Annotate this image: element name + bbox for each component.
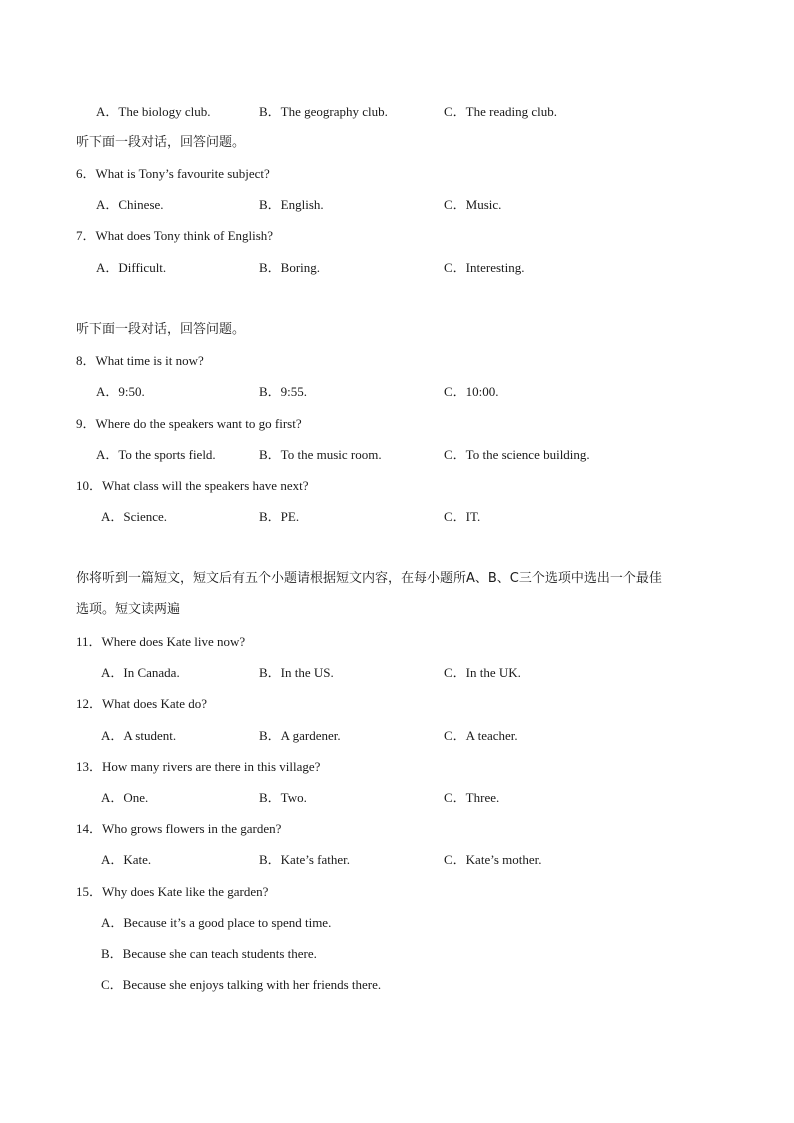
question-14: 14．Who grows flowers in the garden? [76,821,282,836]
q7-option-b: B．Boring. [259,260,321,275]
q11-option-b: B．In the US. [259,665,334,680]
question-6: 6．What is Tony’s favourite subject? [76,166,270,181]
q6-option-c: C．Music. [444,197,502,212]
q12-option-a: A．A student. [101,728,177,743]
q10-option-b: B．PE. [259,509,300,524]
q15-option-b: B．Because she can teach students there. [101,946,317,961]
q14-option-a: A．Kate. [101,852,152,867]
q5-option-a: A．The biology club. [96,104,211,119]
q12-option-c: C．A teacher. [444,728,518,743]
question-13: 13．How many rivers are there in this village? [76,759,321,774]
q10-option-c: C．IT. [444,509,481,524]
q13-option-a: A．One. [101,790,149,805]
section-instruction-passage-line-1: 你将听到一篇短文，短文后有五个小题请根据短文内容，在每小题所A、B、C三个选项中选出一个最佳 [76,571,662,586]
q9-option-b: B．To the music room. [259,447,382,462]
question-15: 15．Why does Kate like the garden? [76,884,269,899]
q14-option-c: C．Kate’s mother. [444,852,542,867]
question-9: 9．Where do the speakers want to go first? [76,416,302,431]
q5-option-c: C．The reading club. [444,104,557,119]
q13-option-c: C．Three. [444,790,500,805]
question-10: 10．What class will the speakers have next? [76,478,309,493]
q10-option-a: A．Science. [101,509,168,524]
q11-option-c: C．In the UK. [444,665,521,680]
q6-option-b: B．English. [259,197,324,212]
q13-option-b: B．Two. [259,790,307,805]
q8-option-a: A．9:50. [96,384,145,399]
question-7: 7．What does Tony think of English? [76,228,274,243]
q14-option-b: B．Kate’s father. [259,852,350,867]
section-instruction-dialogue-2: 听下面一段对话，回答问题。 [76,322,246,337]
q15-option-a: A．Because it’s a good place to spend time. [101,915,332,930]
section-instruction-dialogue-1: 听下面一段对话，回答问题。 [76,135,246,150]
q5-option-b: B．The geography club. [259,104,388,119]
section-instruction-passage-line-2: 选项。短文读两遍 [76,602,181,617]
q11-option-a: A．In Canada. [101,665,180,680]
question-11: 11．Where does Kate live now? [76,634,246,649]
question-8: 8．What time is it now? [76,353,204,368]
q7-option-a: A．Difficult. [96,260,167,275]
q9-option-a: A．To the sports field. [96,447,216,462]
q7-option-c: C．Interesting. [444,260,525,275]
q8-option-c: C．10:00. [444,384,499,399]
q9-option-c: C．To the science building. [444,447,590,462]
q15-option-c: C．Because she enjoys talking with her friends there. [101,977,382,992]
q12-option-b: B．A gardener. [259,728,341,743]
q6-option-a: A．Chinese. [96,197,164,212]
q8-option-b: B．9:55. [259,384,308,399]
question-12: 12．What does Kate do? [76,696,208,711]
